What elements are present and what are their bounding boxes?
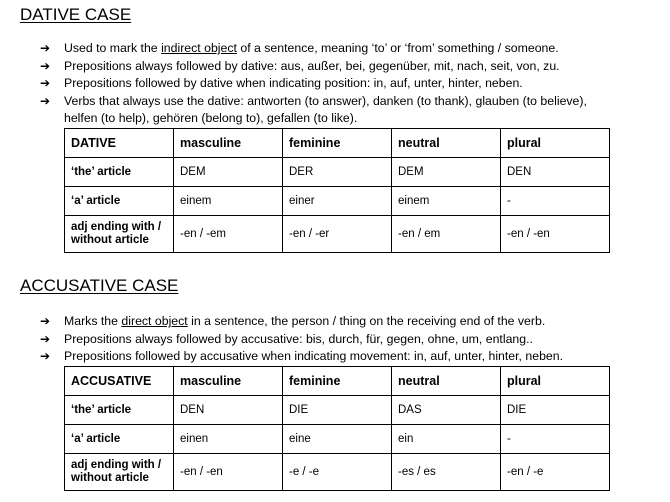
table-cell: DEN [501,158,610,187]
bullet-text: Marks the [64,314,122,328]
arrow-right-icon: ➔ [40,41,51,55]
table-header-cell: DATIVE [65,129,174,158]
table-header-cell: masculine [174,367,283,396]
bullet-text: of a sentence, meaning ‘to’ or ‘from’ something / someone. [236,41,559,55]
table-cell: - [501,425,610,454]
dative-bullet-list [40,40,620,128]
dative-case-heading: DATIVE CASE [20,5,132,24]
bullet-text: Used to mark the [64,41,162,55]
indirect-object-term: indirect object [161,41,237,55]
dative-table [64,128,610,253]
table-header-cell: neutral [392,129,501,158]
row-label: ‘the’ article [65,396,174,425]
table-cell: -en / -e [501,454,610,491]
list-item [40,58,620,76]
arrow-right-icon: ➔ [40,349,51,363]
row-label: ‘a’ article [65,425,174,454]
table-row [65,396,610,425]
table-cell: DAS [392,396,501,425]
table-header-cell: plural [501,129,610,158]
row-label: adj ending with / without article [65,216,174,253]
list-item [40,75,620,93]
bullet-text: Prepositions followed by accusative when indicating movement: in, auf, unter, hinter, neben. [64,349,564,363]
table-header-cell: feminine [283,367,392,396]
row-label: adj ending with / without article [65,454,174,491]
bullet-text: Verbs that always use the dative: antworten (to answer), danken (to thank), glauben (to believe), helfen (to help), gehören (belong to), gefallen (to like). [64,93,587,125]
table-cell: eine [283,425,392,454]
list-item [40,331,620,349]
arrow-right-icon: ➔ [40,93,51,108]
table-header-cell: ACCUSATIVE [65,367,174,396]
table-cell: einem [392,187,501,216]
bullet-text: Prepositions always followed by accusative: bis, durch, für, gegen, ohne, um, entlang.. [64,331,533,346]
accusative-case-heading: ACCUSATIVE CASE [20,276,179,295]
table-cell: DIE [501,396,610,425]
list-item [40,348,620,366]
table-row [65,158,610,187]
bullet-text: Prepositions always followed by dative: aus, außer, bei, gegenüber, mit, nach, seit, von, zu. [64,58,560,73]
arrow-right-icon: ➔ [40,58,51,73]
bullet-text: in a sentence, the person / thing on the receiving end of the verb. [187,314,546,328]
table-cell: einem [174,187,283,216]
table-cell: DEM [392,158,501,187]
row-label: ‘a’ article [65,187,174,216]
list-item [40,313,620,331]
arrow-right-icon: ➔ [40,314,51,328]
table-row [65,216,610,253]
table-row [65,187,610,216]
bullet-text: Prepositions followed by dative when indicating position: in, auf, unter, hinter, neben. [64,76,523,90]
table-cell: -en / -en [501,216,610,253]
table-row [65,425,610,454]
table-cell: -es / es [392,454,501,491]
table-cell: -e / -e [283,454,392,491]
table-cell: DER [283,158,392,187]
table-cell: ein [392,425,501,454]
list-item [40,93,620,128]
table-cell: DEM [174,158,283,187]
accusative-bullet-list [40,313,620,366]
table-cell: -en / em [392,216,501,253]
table-header-cell: feminine [283,129,392,158]
table-cell: einen [174,425,283,454]
table-cell: -en / -em [174,216,283,253]
table-row [65,454,610,491]
table-header-row [65,129,610,158]
table-cell: -en / -er [283,216,392,253]
table-header-cell: plural [501,367,610,396]
table-cell: - [501,187,610,216]
table-header-row [65,367,610,396]
arrow-right-icon: ➔ [40,76,51,90]
table-cell: -en / -en [174,454,283,491]
table-cell: DIE [283,396,392,425]
table-cell: einer [283,187,392,216]
table-header-cell: masculine [174,129,283,158]
arrow-right-icon: ➔ [40,331,51,346]
table-cell: DEN [174,396,283,425]
row-label: ‘the’ article [65,158,174,187]
table-header-cell: neutral [392,367,501,396]
list-item [40,40,620,58]
direct-object-term: direct object [121,314,188,328]
accusative-table [64,366,610,491]
